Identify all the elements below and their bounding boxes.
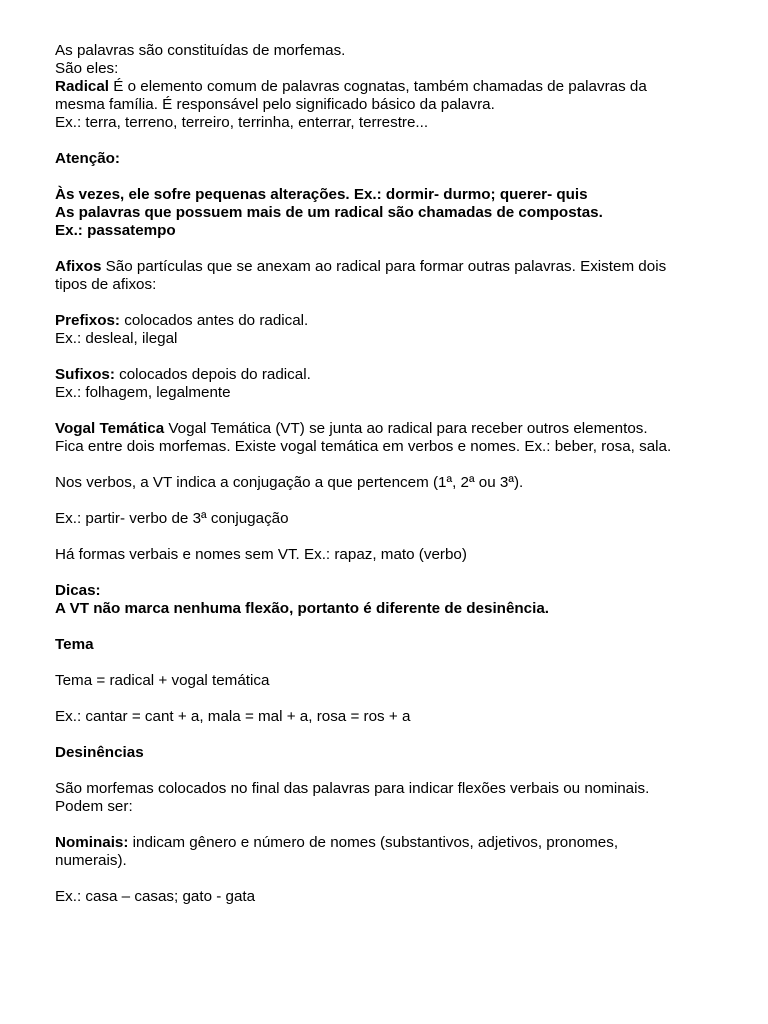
tema-example: Ex.: cantar = cant + a, mala = mal + a, rosa = ros + a	[55, 708, 411, 725]
atencao-heading: Atenção:	[55, 150, 120, 167]
radical-text-2: mesma família. É responsável pelo significado básico da palavra.	[55, 96, 495, 113]
prefixos-label: Prefixos:	[55, 312, 120, 329]
desinencias-text-1: São morfemas colocados no final das palavras para indicar flexões verbais ou nominais.	[55, 780, 650, 797]
vogal-example: Ex.: partir- verbo de 3ª conjugação	[55, 510, 289, 527]
afixos-text-2: tipos de afixos:	[55, 276, 157, 293]
sufixos-label: Sufixos:	[55, 366, 115, 383]
nominais-text-1: indicam gênero e número de nomes (substantivos, adjetivos, pronomes,	[128, 834, 619, 851]
dicas-heading: Dicas:	[55, 582, 101, 599]
nominais-label: Nominais:	[55, 834, 129, 851]
tema-heading: Tema	[55, 636, 94, 653]
tema-formula: Tema = radical + vogal temática	[55, 672, 270, 689]
vogal-label: Vogal Temática	[55, 420, 165, 437]
radical-example: Ex.: terra, terreno, terreiro, terrinha, enterrar, terrestre...	[55, 114, 429, 131]
sufixos-example: Ex.: folhagem, legalmente	[55, 384, 231, 401]
desinencias-heading: Desinências	[55, 744, 144, 761]
vogal-text-1: Vogal Temática (VT) se junta ao radical para receber outros elementos.	[164, 420, 648, 437]
vogal-sem-vt: Há formas verbais e nomes sem VT. Ex.: rapaz, mato (verbo)	[55, 546, 467, 563]
atencao-line-3: Ex.: passatempo	[55, 222, 176, 239]
vogal-text-2: Fica entre dois morfemas. Existe vogal temática em verbos e nomes. Ex.: beber, rosa, sala.	[55, 438, 672, 455]
radical-text-1: É o elemento comum de palavras cognatas, também chamadas de palavras da	[109, 78, 647, 95]
prefixos-paragraph	[55, 312, 720, 330]
atencao-line-1: Às vezes, ele sofre pequenas alterações. Ex.: dormir- durmo; querer- quis	[55, 186, 588, 203]
desinencias-text-2: Podem ser:	[55, 798, 133, 815]
intro-line-2: São eles:	[55, 60, 119, 77]
document-body	[55, 42, 720, 906]
afixos-label: Afixos	[55, 258, 102, 275]
dicas-text: A VT não marca nenhuma flexão, portanto é diferente de desinência.	[55, 600, 549, 617]
sufixos-text: colocados depois do radical.	[114, 366, 311, 383]
prefixos-example: Ex.: desleal, ilegal	[55, 330, 178, 347]
afixos-paragraph	[55, 258, 720, 276]
afixos-text-1: São partículas que se anexam ao radical para formar outras palavras. Existem dois	[101, 258, 667, 275]
prefixos-text: colocados antes do radical.	[120, 312, 309, 329]
radical-label: Radical	[55, 78, 110, 95]
radical-paragraph	[55, 78, 720, 96]
intro-line-1: As palavras são constituídas de morfemas.	[55, 42, 346, 59]
nominais-text-2: numerais).	[55, 852, 127, 869]
vogal-verbos: Nos verbos, a VT indica a conjugação a que pertencem (1ª, 2ª ou 3ª).	[55, 474, 524, 491]
atencao-line-2: As palavras que possuem mais de um radical são chamadas de compostas.	[55, 204, 603, 221]
sufixos-paragraph	[55, 366, 720, 384]
nominais-paragraph	[55, 834, 720, 852]
nominais-example: Ex.: casa – casas; gato - gata	[55, 888, 256, 905]
vogal-paragraph	[55, 420, 720, 438]
